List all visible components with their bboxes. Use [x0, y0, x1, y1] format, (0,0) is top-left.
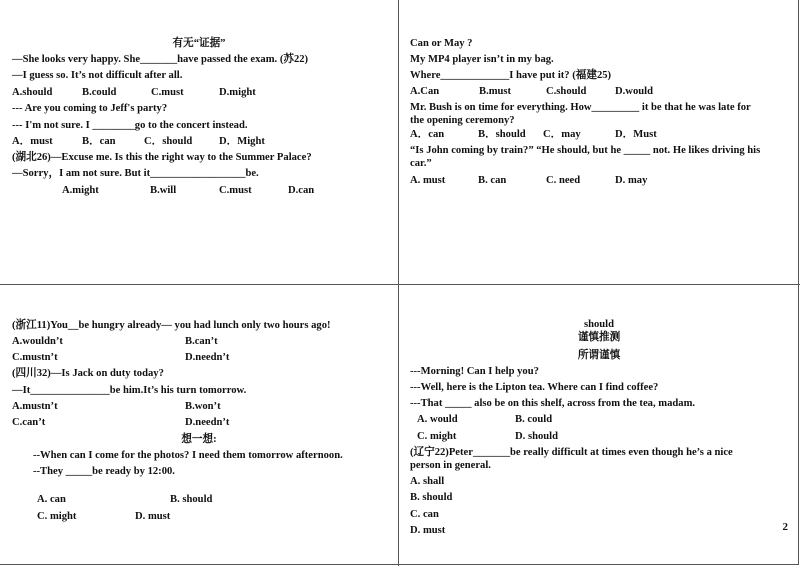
- option: D. must: [135, 511, 171, 522]
- option: D.needn’t: [185, 417, 230, 428]
- option: C.must: [151, 87, 184, 98]
- question-line: ---That _____ also be on this shelf, across from the tea, madam.: [410, 398, 696, 409]
- question-line: (辽宁22)Peter_______be really difficult at times even though he’s a nice: [410, 447, 733, 458]
- option: A.might: [62, 185, 99, 196]
- question-line: --- Are you coming to Jeff's party?: [12, 103, 168, 114]
- panel-subheading: 所谓谨慎: [577, 350, 621, 361]
- question-line: --When can I come for the photos? I need them tomorrow afternoon.: [33, 450, 343, 461]
- option: A.Can: [410, 86, 440, 97]
- option: A.mustn’t: [12, 401, 58, 412]
- option: B．can: [82, 136, 116, 147]
- vertical-divider: [398, 0, 399, 566]
- page-number: 2: [782, 521, 788, 533]
- option: A．must: [12, 136, 53, 147]
- option: D.would: [615, 86, 653, 97]
- option: C.can’t: [12, 417, 46, 428]
- option: C.must: [219, 185, 252, 196]
- question-line: --They _____be ready by 12:00.: [33, 466, 175, 477]
- option: D.needn’t: [185, 352, 230, 363]
- option: B. should: [170, 494, 213, 505]
- panel-heading: should: [583, 319, 615, 330]
- option: C．should: [144, 136, 193, 147]
- option: A. can: [37, 494, 66, 505]
- option: B.can’t: [185, 336, 218, 347]
- question-line: Where_____________I have put it? (福建25): [410, 70, 612, 81]
- question-line: the opening ceremony?: [410, 115, 515, 126]
- question-line: My MP4 player isn’t in my bag.: [410, 54, 554, 65]
- option: C. might: [417, 431, 457, 442]
- option: C. can: [410, 509, 439, 520]
- question-line: Mr. Bush is on time for everything. How_________ it be that he was late for: [410, 102, 751, 113]
- option: D．Might: [219, 136, 265, 147]
- section-heading: 想一想:: [181, 434, 217, 445]
- question-line: —Sorry，I am not sure. But it__________________be.: [12, 168, 259, 179]
- option: A. would: [417, 414, 458, 425]
- option: A.wouldn’t: [12, 336, 63, 347]
- option: A. shall: [410, 476, 445, 487]
- question-line: —She looks very happy. She_______have passed the exam. (苏22): [12, 54, 309, 65]
- option: B.won’t: [185, 401, 221, 412]
- question-line: (湖北26)—Excuse me. Is this the right way to the Summer Palace?: [12, 152, 312, 163]
- option: C. might: [37, 511, 77, 522]
- panel-subheading: 谨慎推测: [577, 332, 621, 343]
- question-line: (四川32)—Is Jack on duty today?: [12, 368, 164, 379]
- option: B.could: [82, 87, 117, 98]
- option: D.can: [288, 185, 315, 196]
- question-line: (浙江11)You__be hungry already— you had lunch only two hours ago!: [12, 320, 331, 331]
- option: D.might: [219, 87, 256, 98]
- option: B. should: [410, 492, 453, 503]
- panel-heading: 有无“证据”: [172, 38, 226, 49]
- option: A．can: [410, 129, 445, 140]
- question-line: “Is John coming by train?” “He should, but he _____ not. He likes driving his: [410, 145, 761, 156]
- option: D. may: [615, 175, 648, 186]
- option: A.should: [12, 87, 53, 98]
- question-line: ---Morning! Can I help you?: [410, 366, 539, 377]
- option: B. could: [515, 414, 553, 425]
- option: C. need: [546, 175, 581, 186]
- option: D. must: [410, 525, 446, 536]
- option: B．should: [478, 129, 526, 140]
- option: B. can: [478, 175, 507, 186]
- horizontal-divider: [0, 284, 800, 285]
- question-line: ---Well, here is the Lipton tea. Where can I find coffee?: [410, 382, 659, 393]
- option: C.should: [546, 86, 587, 97]
- option: D．Must: [615, 129, 657, 140]
- question-line: --- I'm not sure. I ________go to the concert instead.: [12, 120, 248, 131]
- option: B.must: [479, 86, 512, 97]
- option: A. must: [410, 175, 446, 186]
- question-line: —I guess so. It’s not difficult after all.: [12, 70, 183, 81]
- option: D. should: [515, 431, 558, 442]
- option: C．may: [543, 129, 581, 140]
- question-line: person in general.: [410, 460, 491, 471]
- panel-heading: Can or May ?: [410, 38, 473, 49]
- option: C.mustn’t: [12, 352, 58, 363]
- question-line: car.”: [410, 158, 432, 169]
- question-line: —It_______________be him.It’s his turn tomorrow.: [12, 385, 247, 396]
- option: B.will: [150, 185, 177, 196]
